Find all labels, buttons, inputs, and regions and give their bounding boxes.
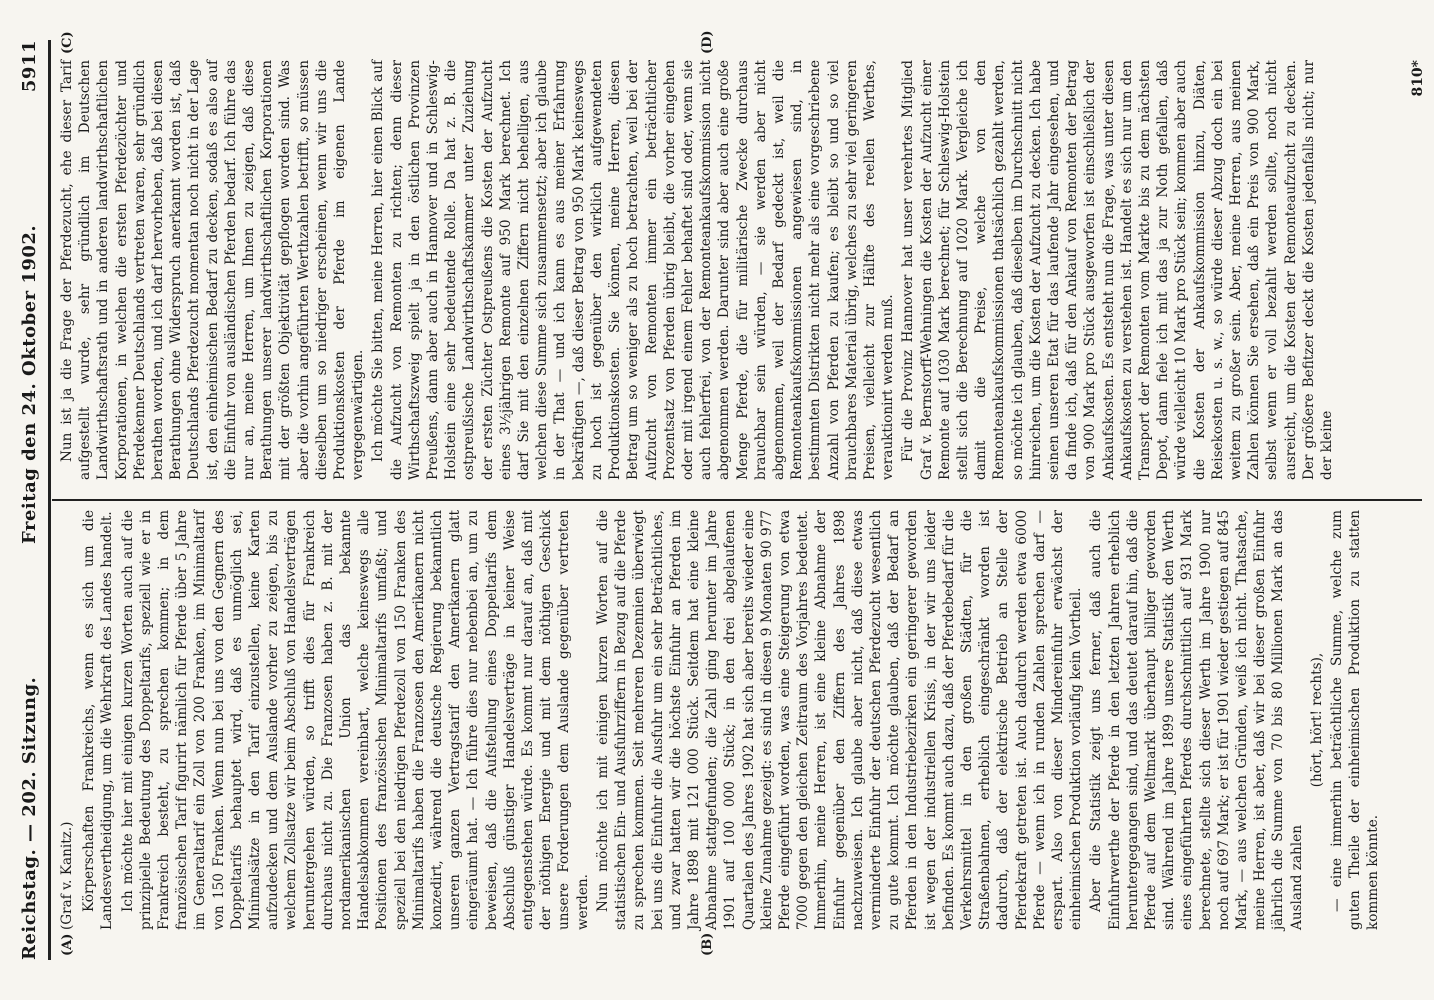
paragraph: Ich möchte hier mit einigen kurzen Worten auch auf die prinzipielle Bedeutung des Doppeltarifs, speziell wie er in Frankreich besteht, zu sprechen kommen; in dem französischen Tarif figurirt nämlich für Pferde über 5 Jahre im Generaltarif ein Zoll von 200 Franken, im Minimaltarif von 150 Franken. Wenn nun bei uns von den Gegnern des Doppeltarifs behauptet wird, daß es unmöglich sei, Minimalsätze in den Tarif einzustellen, keine Karten aufzudecken und dem Auslande vorher zu zeigen, bis zu welchem Zollsatze wir beim Abschluß von Handelsverträgen heruntergehen würden, so trifft dies für Frankreich durchaus nicht zu. Die Franzosen haben z. B. mit der nordamerikanischen Union das bekannte Handelsabkommen vereinbart, welche keineswegs alle Positionen des französischen Minimaltarifs umfaßt; und speziell bei den niedrigen Pferdezoll von 150 Franken des Minimaltarifs haben die Franzosen den Amerikanern nicht konzedirt, während die deutsche Regierung bekanntlich unseren ganzen Vertragstarif den Amerikanern glatt eingeräumt hat. — Ich führe dies nur nebenbei an, um zu beweisen, daß die Aufstellung eines Doppeltarifs dem Abschluß günstiger Handelsverträge in keiner Weise entgegenstehen würde. Es kommt nur darauf an, daß mit der nöthigen Energie und mit dem nöthigen Geschick unsere Forderungen dem Auslande gegenüber vertreten werden.: [119, 510, 591, 930]
paragraph: Für die Provinz Hannover hat unser verehrtes Mitglied Graf v. Bernstorff-Wehningen die Kosten der Aufzucht einer Remonte auf 1030 Mark berechnet; für Schleswig-Holstein stellt sich die Berechnung auf 1020 Mark. Vergleiche ich damit die Preise, welche von den Remonteankaufskommissionen thatsächlich gezahlt werden, so möchte ich glauben, daß dieselben im Durchschnitt nicht hinreichen, um die Kosten der Aufzucht zu decken. Ich habe seinen unseren Etat für das laufende Jahr eingesehen, und da finde ich, daß für den Ankauf von Remonten der Betrag von 900 Mark pro Stück ausgeworfen ist einschließlich der Ankaufskosten. Es entsteht nun die Frage, was unter diesen Ankaufskosten zu verstehen ist. Handelt es sich nur um den Transport der Remonten vom Markte bis zu dem nächsten Depot, dann fiele ich mit das ja zur Noth gefallen, daß würde vielleicht 10 Mark pro Stück sein; kommen aber auch die Kosten der Ankaufskommission hinzu, Diäten, Reisekosten u. s. w., so würde dieser Abzug doch ein bei weitem zu großer sein. Aber, meine Herren, aus meinen Zahlen können Sie ersehen, daß ein Preis von 900 Mark, selbst wenn er voll bezahlt werden sollte, noch nicht ausreicht, um die Kosten der Remonteaufzucht zu decken. Der größere Befitzer deckt die Kosten jedenfalls nicht; nur der kleine: [900, 60, 1336, 480]
page-number: 5911: [18, 40, 40, 93]
margin-marker-a: (A): [60, 933, 75, 956]
paragraph: Nun ist ja die Frage der Pferdezucht, ehe dieser Tarif aufgestellt wurde, sehr gründlich im Deutschen Landwirthschaftsrath und in anderen landwirthschaftlichen Korporationen, in welchen die ersten Pferdezüchter und Pferdekenner Deutschlands vertreten waren, sehr gründlich berathen worden, und ich darf hervorheben, daß bei diesen Berathungen ohne Widerspruch anerkannt worden ist, daß Deutschlands Pferdezucht momentan noch nicht in der Lage ist, den einheimischen Bedarf zu decken, sodaß es also auf die Einfuhr von ausländischen Pferden bedarf. Ich führe das nur an, meine Herren, um Ihnen zu zeigen, daß diese Berathungen unserer landwirthschaftlichen Korporationen mit der größten Objektivität gepflogen worden sind. Was aber die vorhin angeführten Werthzahlen betrifft, so müssen dieselben um so niedriger erscheinen, wenn wir uns die Produktionskosten der Pferde im eigenen Lande vergegenwärtigen.: [59, 60, 367, 480]
right-column: [58, 60, 1408, 480]
header-date: Freitag den 24. Oktober 1902.: [18, 224, 40, 544]
footer-signature: 810*: [1410, 60, 1426, 97]
header-rule: [48, 40, 51, 960]
paragraph: Körperschaften Frankreichs, wenn es sich um die Landesvertheidigung, um die Wehrkraft des Landes handelt.: [81, 510, 116, 930]
margin-marker-d: (D): [700, 30, 715, 54]
header-left: Reichstag. — 202. Sitzung.: [18, 676, 40, 960]
page-header: [14, 40, 44, 960]
paragraph: Aber die Statistik zeigt uns ferner, daß auch die Einfuhrwerthe der Pferde in den letzten Jahren erheblich heruntergegangen sind, und das deutet darauf hin, daß die Pferde auf dem Weltmarkt überhaupt billiger geworden sind. Während im Jahre 1899 unsere Statistik den Werth eines eingeführten Pferdes durchschnittlich auf 931 Mark berechnete, stellte sich dieser Werth im Jahre 1900 nur noch auf 697 Mark; er ist für 1901 wieder gestiegen auf 845 Mark, — aus welchen Gründen, weiß ich nicht. Thatsache, meine Herren, ist aber, daß wir bei dieser großen Einfuhr jährlich die Summe von 70 bis 80 Millionen Mark an das Ausland zahlen: [1088, 510, 1305, 930]
margin-marker-b: (B): [700, 932, 715, 956]
paragraph: Nun möchte ich mit einigen kurzen Worten auf die statistischen Ein- und Ausfuhrziffern in Bezug auf die Pferde zu sprechen kommen. Seit mehreren Dezennien überwiegt bei uns die Einfuhr die Ausfuhr um ein sehr Beträchtliches, und zwar hatten wir die höchste Einfuhr an Pferden im Jahre 1898 mit 121 000 Stück. Seitdem hat eine kleine Abnahme stattgefunden; die Zahl ging herunter im Jahre 1901 auf 100 000 Stück; in den drei abgelaufenen Quartalen des Jahres 1902 hat sich aber bereits wieder eine kleine Zunahme gezeigt: es sind in diesen 9 Monaten 90 977 Pferde eingeführt worden, was eine Steigerung von etwa 7000 gegen den gleichen Zeitraum des Vorjahres bedeutet. Immerhin, meine Herren, ist eine kleine Abnahme der Einfuhr gegenüber den Ziffern des Jahres 1898 nachzuweisen. Ich glaube aber nicht, daß diese etwas verminderte Einfuhr der deutschen Pferdezucht wesentlich zu gute kommt. Ich möchte glauben, daß der Bedarf an Pferden in den Industriebezirken ein geringerer geworden ist wegen der industriellen Krisis, in der wir uns leider befinden. Es kommt auch dazu, daß der Pferdebedarf für die Verkehrsmittel in den großen Städten, für die Straßenbahnen, erheblich eingeschränkt worden ist dadurch, daß der elektrische Betrieb an Stelle der Pferdekraft getreten ist. Auch dadurch werden etwa 6000 Pferde — wenn ich in runden Zahlen sprechen darf — erspart. Also von dieser Mindereinfuhr erwächst der einheimischen Produktion vorläufig kein Vortheil.: [594, 510, 1085, 930]
left-column: [58, 510, 1408, 930]
margin-marker-c: (C): [60, 31, 75, 54]
speaker-label: (Graf v. Kanitz.): [59, 821, 75, 930]
paragraph: — eine immerhin beträchtliche Summe, welche zum guten Theile der einheimischen Produktion zu statten kommen könnte.: [1329, 510, 1382, 930]
column-divider: [52, 499, 1422, 501]
interjection: (hört, hört! rechts),: [1308, 652, 1325, 788]
paragraph: Ich möchte Sie bitten, meine Herren, hier einen Blick auf die Aufzucht von Remonten zu richten; denn dieser Wirthschaftszweig spielt ja in den östlichen Provinzen Preußens, dann aber auch in Hannover und in Schleswig-Holstein eine sehr bedeutende Rolle. Da hat z. B. die ostpreußische Landwirthschaftskammer unter Zuziehung der ersten Züchter Ostpreußens die Kosten der Aufzucht eines 3½jährigen Remonte auf 950 Mark berechnet. Ich darf Sie mit den einzelnen Ziffern nicht behelligen, aus welchen diese Summe sich zusammensetzt; aber ich glaube in der That — und ich kann es aus meiner Erfahrung bekräftigen —, daß dieser Betrag von 950 Mark keineswegs zu hoch ist gegenüber den wirklich aufgewendeten Produktionskosten. Sie können, meine Herren, diesen Betrag um so weniger als zu hoch betrachten, weil bei der Aufzucht von Remonten immer ein beträchtlicher Prozentsatz von Pferden übrig bleibt, die vorher eingehen oder mit irgend einem Fehler behaftet sind oder, wenn sie auch fehlerfrei, von der Remonteankaufskommission nicht abgenommen werden. Darunter sind aber auch eine große Menge Pferde, die für militärische Zwecke durchaus brauchbar sein würden, — sie werden aber nicht abgenommen, weil der Bedarf gedeckt ist, weil die Remonteankaufskommissionen angewiesen sind, in bestimmten Distrikten nicht mehr als eine vorgeschriebene Anzahl von Pferden zu kaufen; es bleibt so und so viel brauchbares Material übrig, welches zu sehr viel geringeren Preisen, vielleicht zur Hälfte des reellen Werthes, verauktionirt werden muß.: [370, 60, 897, 480]
